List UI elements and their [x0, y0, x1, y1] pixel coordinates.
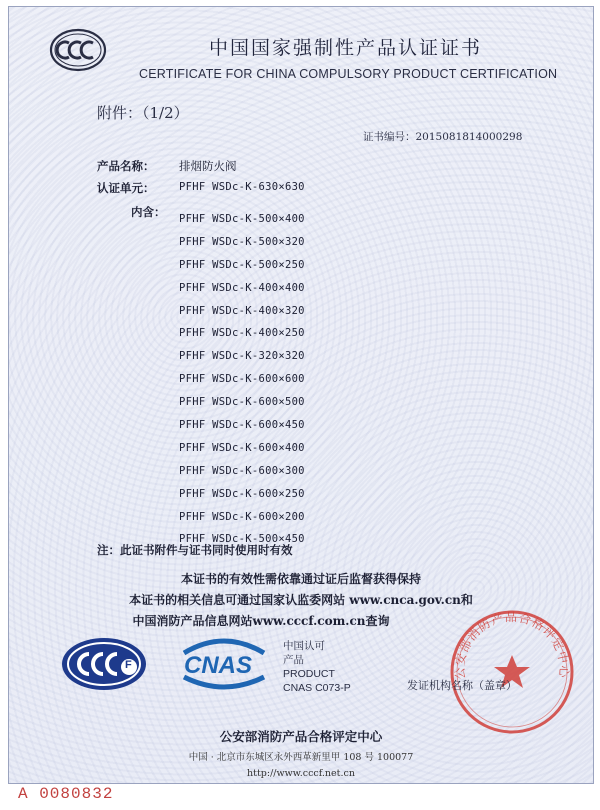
model-item: PFHF WSDc-K-320×320	[179, 350, 305, 363]
model-item: PFHF WSDc-K-400×320	[179, 304, 305, 317]
validity-line-3: 中国消防产品信息网站www.cccf.com.cn查询	[132, 614, 390, 628]
model-item: PFHF WSDc-K-500×250	[179, 258, 305, 271]
model-item: PFHF WSDc-K-600×450	[179, 419, 305, 432]
model-item: PFHF WSDc-K-600×200	[179, 510, 305, 523]
validity-line-1: 本证书的有效性需依靠通过证后监督获得保持	[180, 572, 421, 586]
certificate-sheet	[8, 6, 594, 784]
cnas-line: PRODUCT	[283, 668, 335, 680]
certificate-number	[363, 129, 522, 144]
issuing-organization: 公安部消防产品合格评定中心	[219, 729, 383, 744]
model-item: PFHF WSDc-K-600×250	[179, 487, 305, 500]
cert-unit-label: 认证单元：	[97, 181, 155, 195]
attachment-label: 附件：（1/2）	[97, 104, 189, 122]
organization-address: 中国 · 北京市东城区永外西革新里甲 108 号 100077	[188, 752, 414, 763]
product-name-label: 产品名称：	[97, 159, 155, 173]
validity-note: 注：此证书附件与证书同时使用时有效	[97, 543, 293, 557]
model-list	[179, 208, 305, 551]
certificate-title-cn: 中国国家强制性产品认证证书	[209, 37, 483, 59]
cnas-accreditation-text	[283, 639, 351, 695]
product-name-value: 排烟防火阀	[179, 159, 237, 173]
model-item: PFHF WSDc-K-600×400	[179, 441, 305, 454]
model-item: PFHF WSDc-K-600×300	[179, 464, 305, 477]
organization-website: http://www.cccf.net.cn	[247, 768, 355, 779]
certificate-number-value: 2015081814000298	[415, 131, 523, 143]
product-name-row	[97, 158, 155, 174]
cnas-line: CNAS C073-P	[283, 682, 351, 694]
ccc-logo	[49, 27, 107, 73]
ccc-f-logo	[59, 635, 149, 693]
model-item: PFHF WSDc-K-600×600	[179, 373, 305, 386]
model-item: PFHF WSDc-K-600×500	[179, 396, 305, 409]
official-seal	[447, 607, 577, 737]
model-item: PFHF WSDc-K-400×250	[179, 327, 305, 340]
certificate-number-label: 证书编号：	[363, 131, 416, 143]
cert-unit-value: PFHF WSDc-K-630×630	[179, 181, 305, 193]
serial-number: A 0080832	[18, 785, 114, 803]
contains-label: 内含：	[131, 205, 166, 219]
ccc-f-emblem	[59, 635, 149, 693]
issuer-label: 发证机构名称（盖章）	[407, 679, 517, 692]
cnas-line: 产品	[283, 654, 304, 666]
cert-unit-row	[97, 180, 155, 196]
seal-text: 公安部消防产品合格评定中心	[452, 610, 572, 680]
model-item: PFHF WSDc-K-500×400	[179, 213, 305, 225]
cnas-logo	[174, 635, 274, 693]
model-item: PFHF WSDc-K-400×400	[179, 281, 305, 294]
cnas-line: 中国认可	[283, 640, 325, 652]
cnas-wordmark: CNAS	[184, 652, 253, 679]
model-item: PFHF WSDc-K-500×450	[179, 533, 305, 546]
certificate-title-en: CERTIFICATE FOR CHINA COMPULSORY PRODUCT CERTIFICATION	[139, 67, 558, 81]
contains-row	[131, 204, 166, 220]
model-item: PFHF WSDc-K-500×320	[179, 235, 305, 248]
ccc-f-letter: F	[125, 659, 132, 671]
validity-line-2: 本证书的相关信息可通过国家认监委网站 www.cnca.gov.cn和	[129, 593, 473, 607]
